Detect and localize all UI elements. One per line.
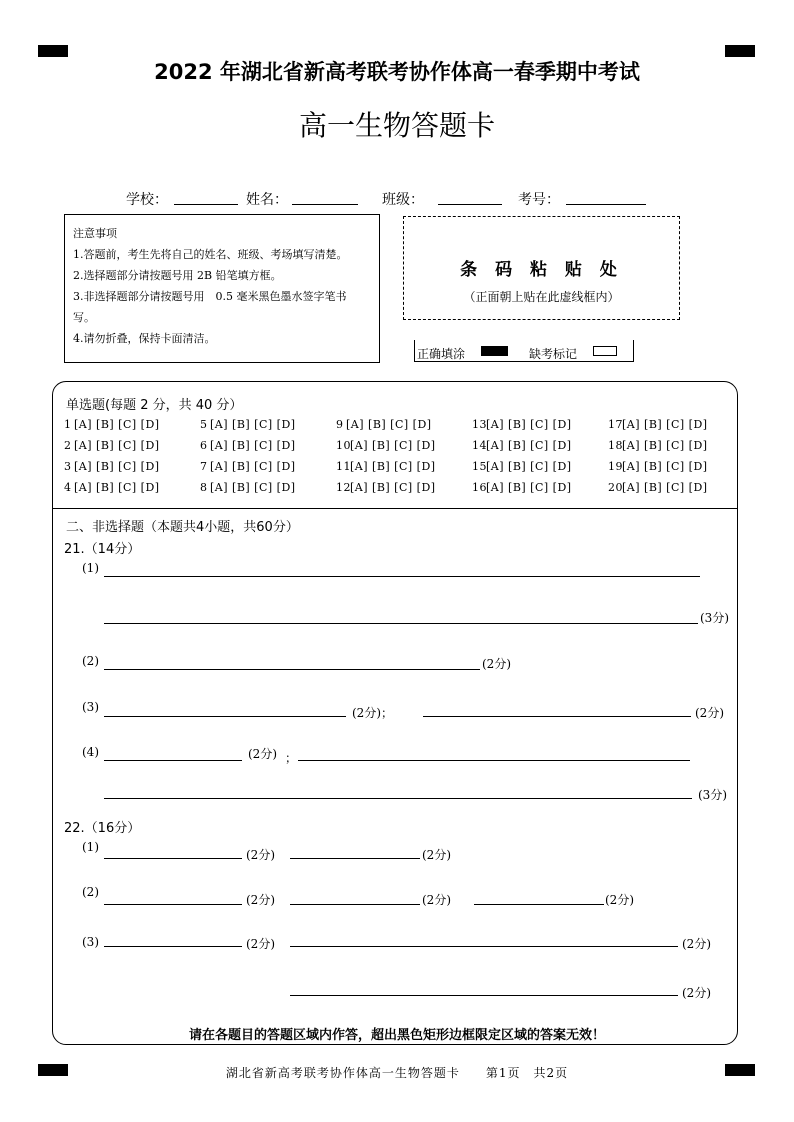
mc-option-boxes[interactable]: [A] [B] [C] [D] xyxy=(486,481,572,494)
mc-option-boxes[interactable]: [A] [B] [C] [D] xyxy=(210,418,296,431)
mc-question-row xyxy=(64,481,160,494)
absent-mark-label: 缺考标记 xyxy=(529,347,578,361)
mc-option-boxes[interactable]: [A] [B] [C] [D] xyxy=(210,460,296,473)
mc-question-number: 12 xyxy=(336,481,351,494)
answer-area-warning: 请在各题目的答题区域内作答，超出黑色矩形边框限定区域的答案无效！ xyxy=(188,1028,605,1043)
mc-option-boxes[interactable]: [A] [B] [C] [D] xyxy=(486,460,572,473)
mc-option-boxes[interactable]: [A] [B] [C] [D] xyxy=(210,481,296,494)
q22-part2-score2: (2分) xyxy=(422,893,451,907)
mc-option-boxes[interactable]: [A] [B] [C] [D] xyxy=(74,439,160,452)
mc-question-number: 10 xyxy=(336,439,351,452)
mc-question-row xyxy=(472,418,572,431)
q21-part1-label: (1) xyxy=(82,561,99,575)
mc-question-row xyxy=(64,418,160,431)
mc-option-boxes[interactable]: [A] [B] [C] [D] xyxy=(486,439,572,452)
mc-question-row xyxy=(608,439,708,452)
mc-question-number: 7 xyxy=(200,460,208,473)
mc-question-number: 9 xyxy=(336,418,344,431)
mc-question-number: 11 xyxy=(336,460,351,473)
barcode-hint: （正面朝上贴在此虚线框内） xyxy=(463,290,620,304)
q22-part3-score3: (2分) xyxy=(682,986,711,1000)
correct-fill-sample xyxy=(481,346,508,356)
mc-question-number: 4 xyxy=(64,481,72,494)
q21-part4-line2[interactable] xyxy=(298,760,690,761)
q22-part3-line1[interactable] xyxy=(104,946,242,947)
mc-option-boxes[interactable]: [A] [B] [C] [D] xyxy=(346,418,432,431)
mc-question-row xyxy=(200,460,296,473)
q22-part1-line2[interactable] xyxy=(290,858,420,859)
q21-part4-score2: (3分) xyxy=(698,788,727,802)
mc-option-boxes[interactable]: [A] [B] [C] [D] xyxy=(350,460,436,473)
mc-question-row xyxy=(608,481,708,494)
q21-part1-line2[interactable] xyxy=(104,623,698,624)
q22-part2-score1: (2分) xyxy=(246,893,275,907)
mc-question-row xyxy=(200,418,296,431)
mc-question-number: 19 xyxy=(608,460,623,473)
mc-option-boxes[interactable]: [A] [B] [C] [D] xyxy=(74,481,160,494)
free-section-title: 二、非选择题（本题共4小题，共60分） xyxy=(66,520,299,535)
q22-part3-score1: (2分) xyxy=(246,937,275,951)
mc-question-number: 16 xyxy=(472,481,487,494)
q21-part2-label: (2) xyxy=(82,654,99,668)
mc-question-number: 13 xyxy=(472,418,487,431)
mc-question-number: 20 xyxy=(608,481,623,494)
mc-question-row xyxy=(472,460,572,473)
q22-part3-label: (3) xyxy=(82,935,99,949)
mc-question-number: 8 xyxy=(200,481,208,494)
q21-part3-line1[interactable] xyxy=(104,716,346,717)
mc-question-row xyxy=(336,481,436,494)
q21-part1-score: (3分) xyxy=(700,611,729,625)
answer-sheet-title: 高一生物答题卡 xyxy=(298,109,495,142)
notice-item: 写。 xyxy=(73,311,95,324)
mc-question-number: 15 xyxy=(472,460,487,473)
mc-section-title: 单选题(每题 2 分，共 40 分） xyxy=(66,398,243,413)
mc-question-row xyxy=(608,418,708,431)
q22-part1-label: (1) xyxy=(82,840,99,854)
mc-question-number: 18 xyxy=(608,439,623,452)
exam-number-label: 考号： xyxy=(518,192,560,208)
notice-item: 4.请勿折叠，保持卡面清洁。 xyxy=(73,332,216,345)
q22-part2-line1[interactable] xyxy=(104,904,242,905)
notice-item: 3.非选择题部分请按题号用 0.5 毫米黑色墨水签字笔书 xyxy=(73,290,347,303)
exam-title: 2022 年湖北省新高考联考协作体高一春季期中考试 xyxy=(154,60,640,84)
school-field[interactable] xyxy=(174,204,238,205)
notice-item: 1.答题前，考生先将自己的姓名、班级、考场填写清楚。 xyxy=(73,248,348,261)
fill-legend xyxy=(414,340,634,362)
mc-question-number: 2 xyxy=(64,439,72,452)
mc-option-boxes[interactable]: [A] [B] [C] [D] xyxy=(622,481,708,494)
name-field[interactable] xyxy=(292,204,358,205)
q21-part3-line2[interactable] xyxy=(423,716,691,717)
q22-part3-score2: (2分) xyxy=(682,937,711,951)
mc-question-number: 3 xyxy=(64,460,72,473)
mc-question-number: 1 xyxy=(64,418,72,431)
q21-part1-line1[interactable] xyxy=(104,576,700,577)
q21-part3-score1: (2分)； xyxy=(352,706,393,720)
q21-part3-label: (3) xyxy=(82,700,99,714)
q22-part3-line3[interactable] xyxy=(290,995,678,996)
barcode-title: 条 码 粘 贴 处 xyxy=(460,260,623,280)
mc-option-boxes[interactable]: [A] [B] [C] [D] xyxy=(350,439,436,452)
notice-item: 2.选择题部分请按题号用 2B 铅笔填方框。 xyxy=(73,269,282,282)
mc-option-boxes[interactable]: [A] [B] [C] [D] xyxy=(210,439,296,452)
q22-part1-score2: (2分) xyxy=(422,848,451,862)
exam-number-field[interactable] xyxy=(566,204,646,205)
mc-question-row xyxy=(200,439,296,452)
barcode-area xyxy=(403,216,680,320)
q21-part2-score: (2分) xyxy=(482,657,511,671)
name-label: 姓名： xyxy=(246,192,288,208)
notice-box xyxy=(64,214,380,363)
correct-fill-label: 正确填涂 xyxy=(417,347,466,361)
q21-part2-line[interactable] xyxy=(104,669,480,670)
q21-label: 21.（14分） xyxy=(64,542,141,557)
school-label: 学校： xyxy=(126,192,168,208)
mc-option-boxes[interactable]: [A] [B] [C] [D] xyxy=(622,460,708,473)
q22-part2-line2[interactable] xyxy=(290,904,420,905)
mc-option-boxes[interactable]: [A] [B] [C] [D] xyxy=(622,418,708,431)
q22-part3-line2[interactable] xyxy=(290,946,678,947)
q21-part4-label: (4) xyxy=(82,745,99,759)
page-footer: 湖北省新高考联考协作体高一生物答题卡 第1页 共2页 xyxy=(225,1066,569,1080)
q21-part4-score1: (2分) xyxy=(248,747,277,761)
notice-heading: 注意事项 xyxy=(73,227,117,240)
q21-part3-score2: (2分) xyxy=(695,706,724,720)
q21-part4-line3[interactable] xyxy=(104,798,692,799)
mc-question-row xyxy=(608,460,708,473)
mc-question-row xyxy=(336,439,436,452)
mc-question-row xyxy=(64,439,160,452)
mc-question-number: 5 xyxy=(200,418,208,431)
q22-part1-line1[interactable] xyxy=(104,858,242,859)
absent-mark-box[interactable] xyxy=(593,346,617,356)
q22-part1-score1: (2分) xyxy=(246,848,275,862)
mc-option-boxes[interactable]: [A] [B] [C] [D] xyxy=(622,439,708,452)
q22-part2-label: (2) xyxy=(82,885,99,899)
mc-option-boxes[interactable]: [A] [B] [C] [D] xyxy=(74,418,160,431)
mc-question-row xyxy=(200,481,296,494)
mc-option-boxes[interactable]: [A] [B] [C] [D] xyxy=(486,418,572,431)
mc-question-row xyxy=(64,460,160,473)
section-divider xyxy=(53,508,737,509)
class-label: 班级： xyxy=(382,192,424,208)
q22-part2-score3: (2分) xyxy=(605,893,634,907)
class-field[interactable] xyxy=(438,204,502,205)
mc-question-row xyxy=(472,481,572,494)
mc-option-boxes[interactable]: [A] [B] [C] [D] xyxy=(74,460,160,473)
mc-question-number: 14 xyxy=(472,439,487,452)
mc-question-row xyxy=(336,418,432,431)
mc-option-boxes[interactable]: [A] [B] [C] [D] xyxy=(350,481,436,494)
q21-part4-separator: ； xyxy=(285,751,298,765)
q22-part2-line3[interactable] xyxy=(474,904,604,905)
mc-question-row xyxy=(472,439,572,452)
mc-question-row xyxy=(336,460,436,473)
q22-label: 22.（16分） xyxy=(64,821,141,836)
mc-question-number: 17 xyxy=(608,418,623,431)
q21-part4-line1[interactable] xyxy=(104,760,242,761)
mc-question-number: 6 xyxy=(200,439,208,452)
